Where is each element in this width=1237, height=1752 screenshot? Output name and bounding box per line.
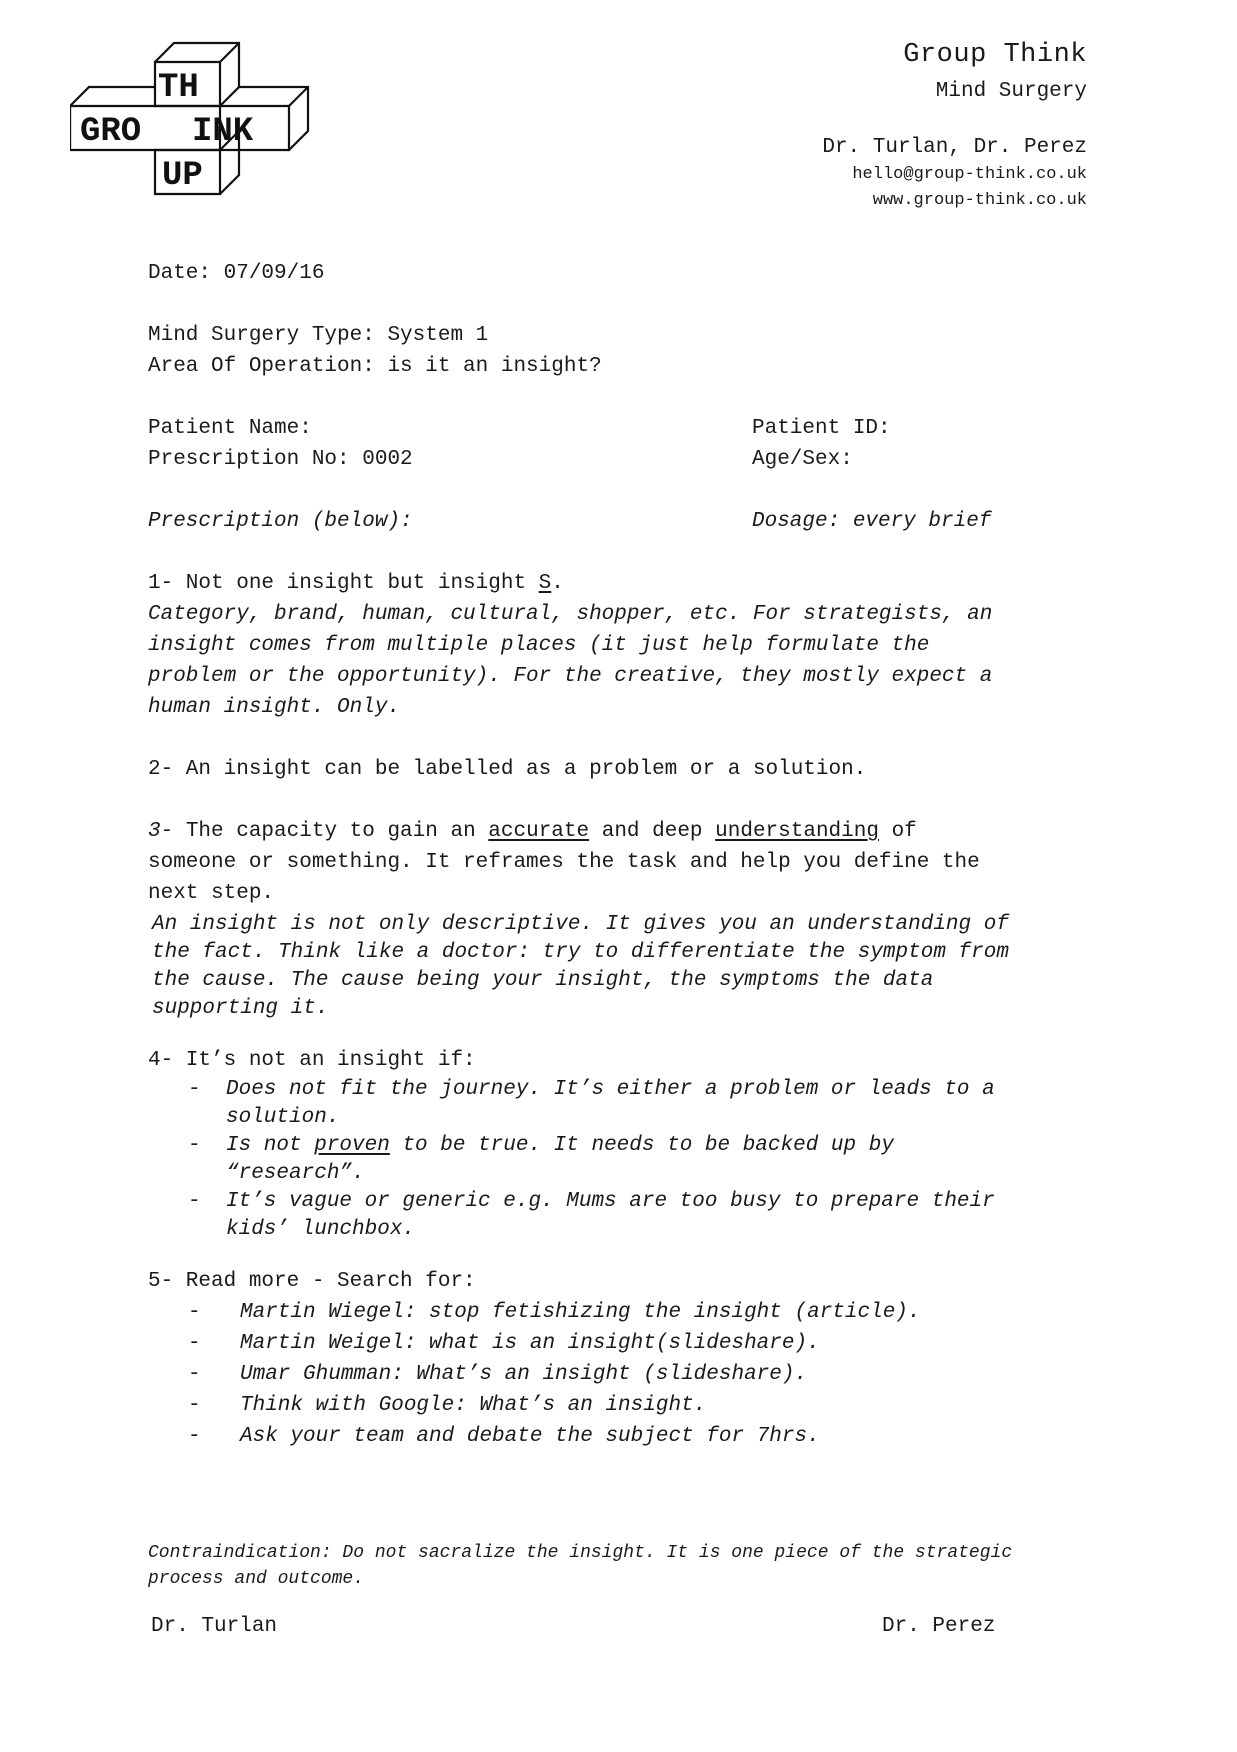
contact-website: www.group-think.co.uk: [872, 191, 1087, 210]
list-item: - Is not proven to be true. It needs to be backed up by “research”.: [188, 1134, 894, 1185]
point-4-list: [148, 1076, 1098, 1244]
list-item: - Martin Weigel: what is an insight(slideshare).: [188, 1332, 820, 1355]
contraindication: Contraindication: Do not sacralize the insight. It is one piece of the strategic process and outcome.: [148, 1543, 1013, 1589]
patient-id-label: Patient ID:: [752, 417, 891, 440]
list-item: - Umar Ghumman: What’s an insight (slideshare).: [188, 1363, 808, 1386]
logo-middle-left: GRO: [80, 113, 142, 151]
company-name: Group Think: [903, 40, 1087, 70]
signature-left: Dr. Turlan: [151, 1615, 278, 1638]
signature-right: Dr. Perez: [882, 1615, 996, 1638]
list-item: - Think with Google: What’s an insight.: [188, 1394, 707, 1417]
prescription-label: Prescription (below):: [148, 510, 413, 533]
surgery-type: Mind Surgery Type: System 1: [148, 324, 489, 347]
letterhead: [822, 38, 1087, 214]
date: Date: 07/09/16: [148, 262, 325, 285]
patient-name-label: Patient Name:: [148, 417, 312, 440]
area-of-operation: Area Of Operation: is it an insight?: [148, 355, 602, 378]
point-3-line-3: next step.: [148, 882, 275, 905]
company-subtitle: Mind Surgery: [935, 80, 1087, 103]
point-4-heading: 4- It’s not an insight if:: [148, 1049, 476, 1072]
logo-middle-right: INK: [192, 113, 254, 151]
group-think-logo: [70, 40, 350, 210]
reading-list: [148, 1297, 1098, 1452]
list-item: - Ask your team and debate the subject for 7hrs.: [188, 1425, 820, 1448]
logo-top-letters: TH: [158, 69, 199, 107]
list-item: - Martin Wiegel: stop fetishizing the insight (article).: [188, 1301, 921, 1324]
prescription-number: Prescription No: 0002: [148, 448, 413, 471]
logo-bottom-letters: UP: [162, 157, 203, 195]
point-2: 2- An insight can be labelled as a problem or a solution.: [148, 758, 867, 781]
list-item: - It’s vague or generic e.g. Mums are too busy to prepare their kids’ lunchbox.: [188, 1190, 995, 1241]
point-1-heading: 1- Not one insight but insight S.: [148, 572, 564, 595]
list-item: - Does not fit the journey. It’s either a problem or leads to a solution.: [188, 1078, 995, 1129]
age-sex-label: Age/Sex:: [752, 448, 853, 471]
dosage: Dosage: every brief: [752, 510, 992, 533]
doctor-names: Dr. Turlan, Dr. Perez: [822, 136, 1087, 159]
point-3-line-1: 3- The capacity to gain an accurate and deep understanding of: [148, 820, 917, 843]
contact-email: hello@group-think.co.uk: [852, 165, 1087, 184]
point-1-body: Category, brand, human, cultural, shopper, etc. For strategists, an insight comes from multiple places (it just help formulate the problem or the opportunity). For the creative, they mostly expect a human insight. Only.: [148, 603, 993, 719]
point-5-heading: 5- Read more - Search for:: [148, 1270, 476, 1293]
prescription-body: [148, 258, 1098, 1452]
point-3-note: An insight is not only descriptive. It gives you an understanding of the fact. Think like a doctor: try to differentiate the symptom from the cause. The cause being your insight, the symptoms the data supporting it.: [152, 913, 1009, 1020]
point-3-line-2: someone or something. It reframes the task and help you define the: [148, 851, 980, 874]
